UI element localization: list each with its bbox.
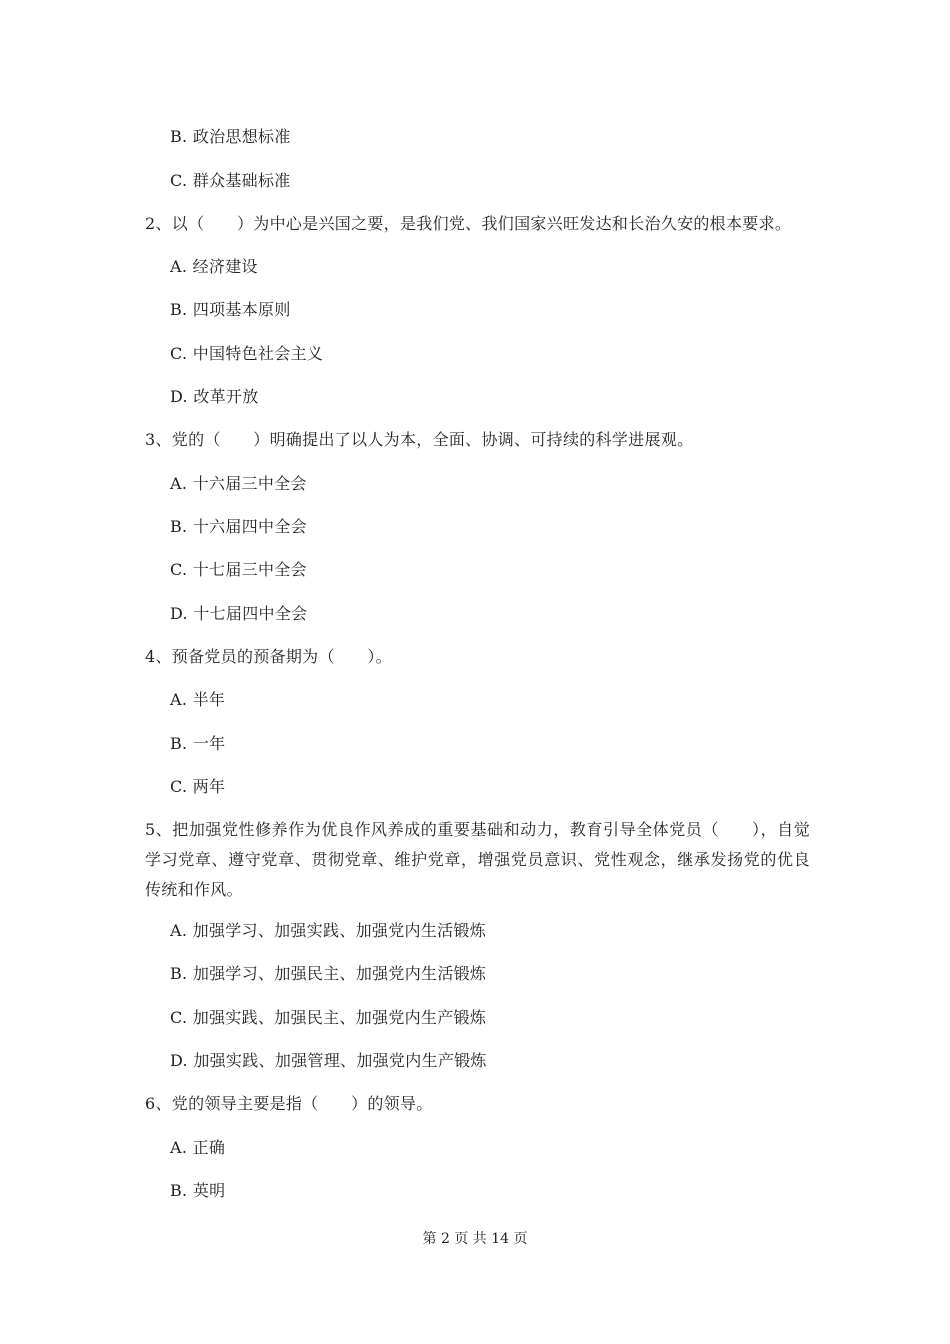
question-5: 5、把加强党性修养作为优良作风养成的重要基础和动力，教育引导全体党员（ ），自觉学习党章、遵守党章、贯彻党章、维护党章，增强党员意识、党性观念，继承发扬党的优良传统和作风。 bbox=[145, 820, 810, 899]
question-4: 4、预备党员的预备期为（ ）。 bbox=[145, 647, 392, 666]
question-6: 6、党的领导主要是指（ ）的领导。 bbox=[145, 1094, 433, 1113]
option-a: A. 十六届三中全会 bbox=[170, 474, 307, 493]
option-a: A. 经济建设 bbox=[170, 257, 258, 276]
option-c: C. 中国特色社会主义 bbox=[170, 344, 324, 363]
option-b: B. 英明 bbox=[170, 1181, 226, 1200]
page-number-footer: 第 2 页 共 14 页 bbox=[422, 1231, 528, 1247]
option-d: D. 改革开放 bbox=[170, 387, 259, 406]
option-2-c: C. 群众基础标准 bbox=[170, 171, 291, 190]
option-c: C. 加强实践、加强民主、加强党内生产锻炼 bbox=[170, 1008, 487, 1027]
option-b: B. 四项基本原则 bbox=[170, 300, 291, 319]
option-a: A. 半年 bbox=[170, 690, 226, 709]
question-3: 3、党的（ ）明确提出了以人为本，全面、协调、可持续的科学进展观。 bbox=[145, 430, 694, 449]
option-a: A. 正确 bbox=[170, 1138, 226, 1157]
option-2-b: B. 政治思想标准 bbox=[170, 127, 291, 146]
option-d: D. 十七届四中全会 bbox=[170, 604, 308, 623]
option-a: A. 加强学习、加强实践、加强党内生活锻炼 bbox=[170, 921, 487, 940]
option-d: D. 加强实践、加强管理、加强党内生产锻炼 bbox=[170, 1051, 487, 1070]
question-2: 2、以（ ）为中心是兴国之要，是我们党、我们国家兴旺发达和长治久安的根本要求。 bbox=[145, 214, 792, 233]
option-c: C. 十七届三中全会 bbox=[170, 560, 307, 579]
option-b: B. 加强学习、加强民主、加强党内生活锻炼 bbox=[170, 964, 487, 983]
option-b: B. 一年 bbox=[170, 734, 226, 753]
option-b: B. 十六届四中全会 bbox=[170, 517, 307, 536]
option-c: C. 两年 bbox=[170, 777, 226, 796]
